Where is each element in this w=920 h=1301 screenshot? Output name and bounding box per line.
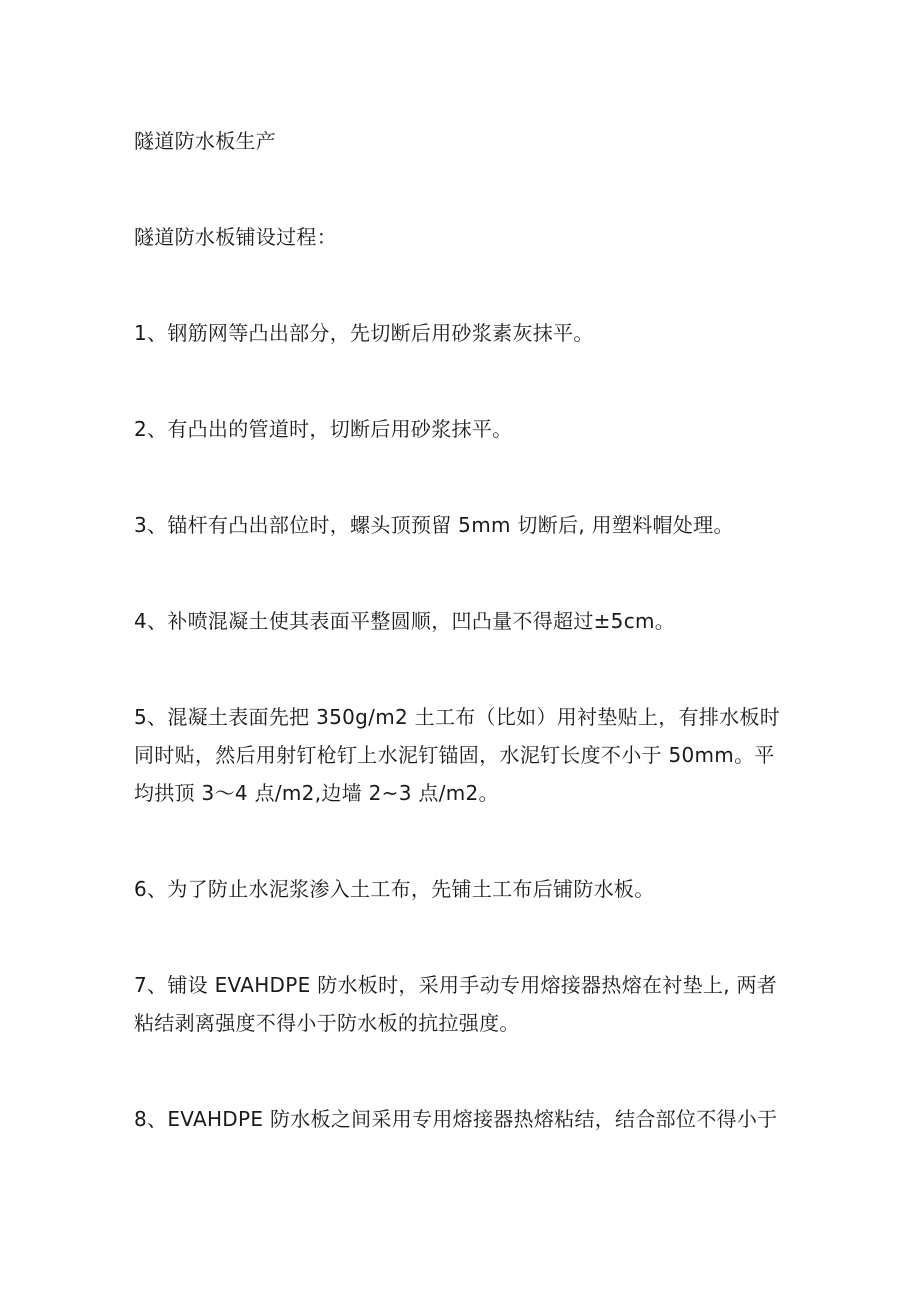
step-item-8: 8、EVAHDPE 防水板之间采用专用熔接器热熔粘结，结合部位不得小于 [134,1107,778,1131]
document-body [134,122,794,1138]
document-title: 隧道防水板生产 [134,129,277,153]
step-item-4: 4、补喷混凝土使其表面平整圆顺，凹凸量不得超过±5cm。 [134,609,676,633]
step-item-5: 5、混凝土表面先把 350g/m2 土工布（比如）用衬垫贴上，有排水板时同时贴，然后用射钉枪钉上水泥钉锚固，水泥钉长度不小于 50mm。平均拱顶 3～4 点/m2,边墙 2~3 点/m2。 [134,705,781,805]
step-item-2: 2、有凸出的管道时，切断后用砂浆抹平。 [134,417,513,441]
section-heading: 隧道防水板铺设过程： [134,225,337,249]
step-item-7: 7、铺设 EVAHDPE 防水板时，采用手动专用熔接器热熔在衬垫上, 两者粘结剥离强度不得小于防水板的抗拉强度。 [134,973,778,1035]
step-item-6: 6、为了防止水泥浆渗入土工布，先铺土工布后铺防水板。 [134,877,655,901]
step-item-1: 1、钢筋网等凸出部分，先切断后用砂浆素灰抹平。 [134,321,594,345]
step-item-3: 3、锚杆有凸出部位时，螺头顶预留 5mm 切断后, 用塑料帽处理。 [134,513,734,537]
